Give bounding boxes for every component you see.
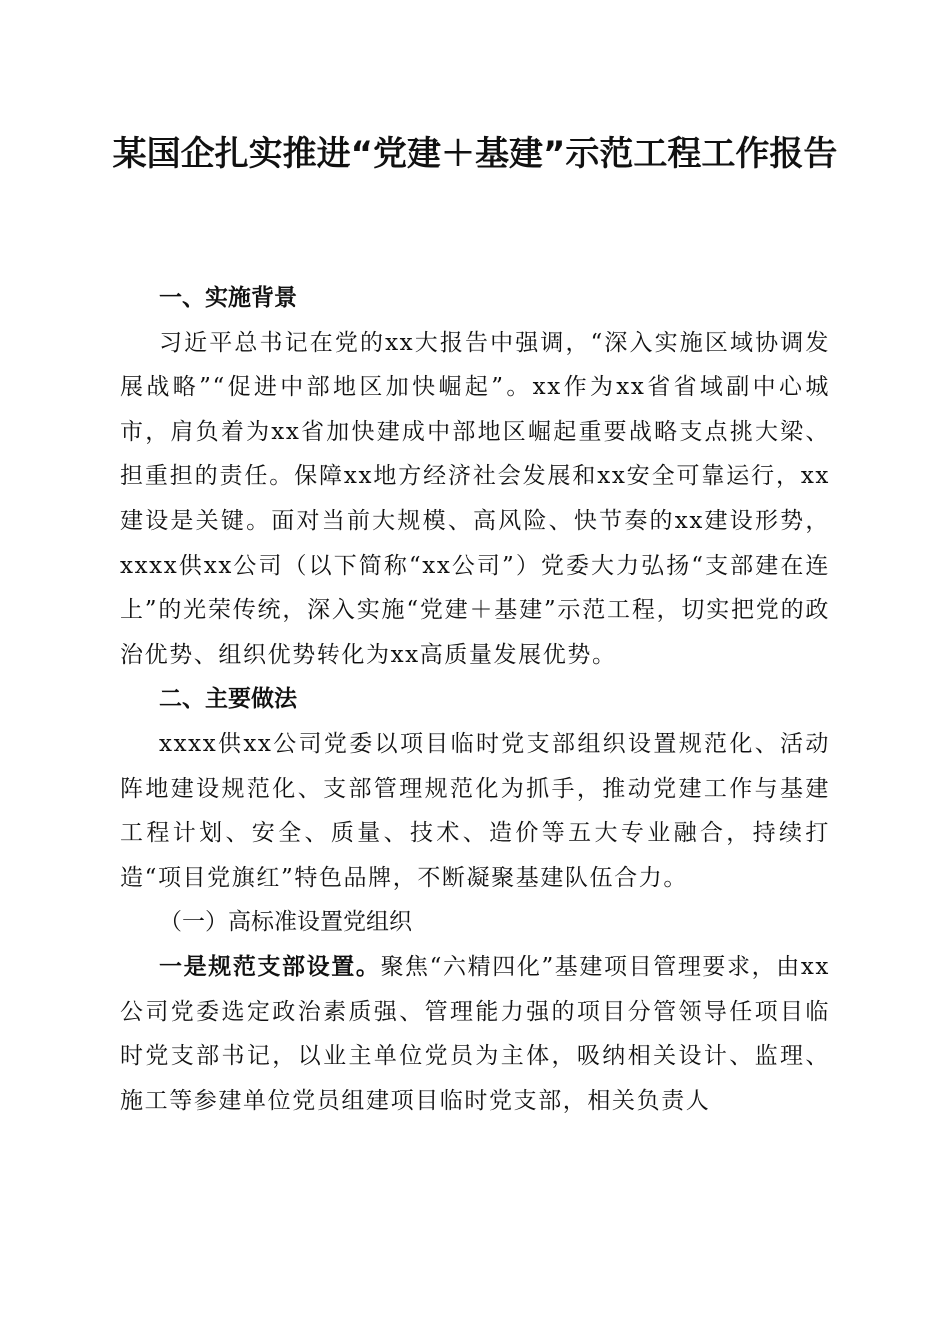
section-heading-practice: 二、主要做法 [159,686,297,713]
section-heading-background: 一、实施背景 [159,285,297,311]
subsection-heading-organization: （一）高标准设置党组织 [159,909,412,936]
paragraph-branch-setup-text: 聚焦“六精四化”基建项目管理要求，由xx公司党委选定政治素质强、管理能力强的项目分管领导任项目临时党支部书记，以业主单位党员为主体，吸纳相关设计、监理、施工等参建单位党员组建项目临时党支部，相关负责人 [120,953,830,1114]
paragraph-background: 习近平总书记在党的xx大报告中强调，“深入实施区域协调发展战略”“促进中部地区加快崛起”。xx作为xx省省域副中心城市，肩负着为xx省加快建成中部地区崛起重要战略支点挑大梁、担重担的责任。保障xx地方经济社会发展和xx安全可靠运行，xx建设是关键。面对当前大规模、高风险、快节奏的xx建设形势，xxxx供xx公司（以下简称“xx公司”）党委大力弘扬“支部建在连上”的光荣传统，深入实施“党建＋基建”示范工程，切实把党的政治优势、组织优势转化为xx高质量发展优势。 [120,329,830,668]
paragraph-practice: xxxx供xx公司党委以项目临时党支部组织设置规范化、活动阵地建设规范化、支部管理规范化为抓手，推动党建工作与基建工程计划、安全、质量、技术、造价等五大专业融合，持续打造“项目党旗红”特色品牌，不断凝聚基建队伍合力。 [120,730,830,891]
paragraph-lead: 一是规范支部设置。 [159,952,381,980]
document-body [120,276,830,1123]
document-title: 某国企扎实推进“党建＋基建”示范工程工作报告 [112,134,838,174]
paragraph-branch-setup [120,945,830,1123]
